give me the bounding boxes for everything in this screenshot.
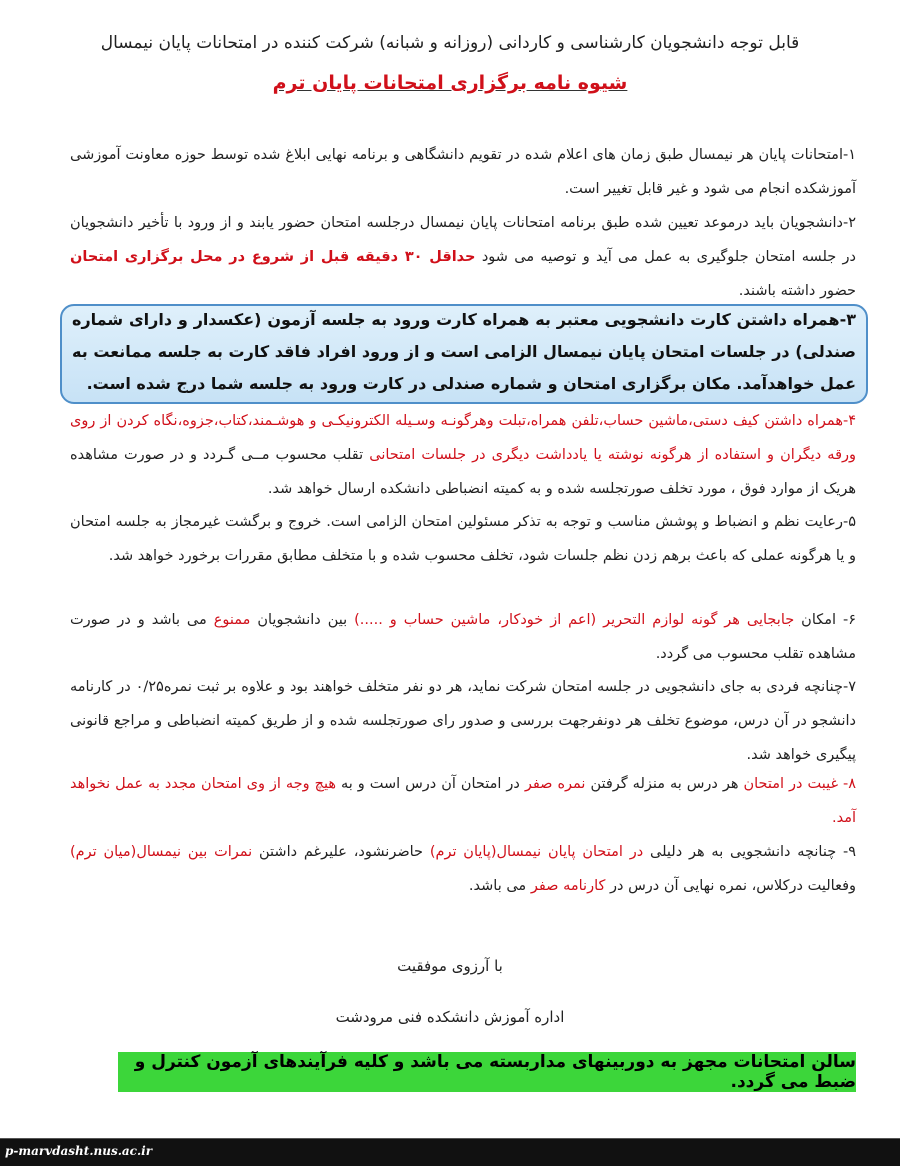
cctv-notice-banner bbox=[118, 1052, 856, 1092]
rule-8-mid: در امتحان آن درس است و به bbox=[340, 776, 520, 792]
rule-8-number: ۸- bbox=[843, 776, 857, 792]
notice-line: قابل توجه دانشجویان کارشناسی و کاردانی (روزانه و شبانه) شرکت کننده در امتحانات پایان نیمسال bbox=[100, 33, 800, 53]
rule-8-zero: نمره صفر bbox=[524, 776, 586, 792]
rule-6 bbox=[70, 603, 856, 671]
cctv-notice-text: سالن امتحانات مجهز به دوربینهای مداربسته می باشد و کلیه فرآیندهای آزمون کنترل و ضبط می گردد. bbox=[134, 1052, 856, 1092]
closing-office: اداره آموزش دانشکده فنی مرودشت bbox=[335, 1008, 565, 1026]
rule-6-start: ۶- امکان bbox=[801, 612, 857, 628]
footer-bar bbox=[0, 1138, 900, 1166]
rule-9 bbox=[70, 835, 856, 903]
rule-6-end: می باشد و در صورت مشاهده تقلب محسوب می گردد. bbox=[70, 612, 856, 662]
footer-url[interactable]: p-marvdasht.nus.ac.ir bbox=[5, 1144, 153, 1158]
rule-2 bbox=[70, 206, 856, 308]
rule-4 bbox=[70, 404, 856, 506]
rule-6-highlight: جابجایی هر گونه لوازم التحریر (اعم از خودکار، ماشین حساب و .....) bbox=[354, 612, 795, 628]
rule-9-final-exam: در امتحان پایان نیمسال(پایان ترم) bbox=[429, 844, 644, 860]
page-title-text: شیوه نامه برگزاری امتحانات پایان ترم bbox=[272, 72, 628, 94]
rule-9-midterm: نمرات بین نیمسال(میان ترم) bbox=[70, 844, 253, 860]
rule-9-text: وفعالیت درکلاس، نمره نهایی آن درس در bbox=[610, 878, 856, 894]
rule-9-zero-transcript: کارنامه صفر bbox=[530, 878, 606, 894]
rule-2-highlight: حداقل ۳۰ دقیقه قبل از شروع در محل برگزاری امتحان bbox=[70, 249, 476, 265]
rule-1: ۱-امتحانات پایان هر نیمسال طبق زمان های اعلام شده در تقویم دانشگاهی و برنامه نهایی ابلاغ شده توسط حوزه معاونت آموزشی آموزشکده انجام می شود و غیر قابل تغییر است. bbox=[70, 147, 856, 197]
rule-2-text: ۲-دانشجویان باید درموعد تعیین شده طبق برنامه امتحانات پایان نیمسال درجلسه امتحان حضور یابند و از ورود با تأخیر دانشجویان در جلسه امتحان جلوگیری به عمل می آید و توصیه می شود bbox=[70, 215, 857, 265]
rule-9-mid: حاضرنشود، علیرغم داشتن bbox=[259, 844, 424, 860]
rule-8-absence: غیبت در امتحان bbox=[743, 776, 839, 792]
rule-9-end: می باشد. bbox=[468, 878, 527, 894]
rule-8-text: هر درس به منزله گرفتن bbox=[590, 776, 739, 792]
closing-wish: با آرزوی موفقیت bbox=[397, 957, 503, 975]
rule-4-highlight: ۴-همراه داشتن کیف دستی،ماشین حساب،تلفن همراه،تبلت وهرگونـه وسـیله الکترونیکـی و هوشـمند،کتاب،جزوه،نگاه کردن از روی ورقه دیگران و استفاده از هرگونه نوشته یا یادداشت دیگری در جلسات امتحانی bbox=[70, 413, 857, 463]
rule-8 bbox=[70, 767, 856, 835]
rule-4-text: تقلب محسوب مــی گـردد و در صورت مشاهده هریک از موارد فوق ، مورد تخلف صورتجلسه شده و به کمیته انضباطی دانشکده ارسال خواهد شد. bbox=[70, 447, 856, 497]
rule-2-end: حضور داشته باشند. bbox=[738, 283, 856, 299]
rule-5: ۵-رعایت نظم و انضباط و پوشش مناسب و توجه به تذکر مسئولین امتحان الزامی است. خروج و برگشت غیرمجاز به جلسه امتحان و یا هرگونه عملی که باعث برهم زدن نظم جلسات شود، تخلف محسوب شده و با متخلف مطابق مقررات برخورد خواهد شد. bbox=[70, 514, 856, 564]
rule-8-no-retake: هیچ وجه از وی امتحان مجدد به عمل نخواهد آمد. bbox=[70, 776, 856, 826]
rule-6-forbidden: ممنوع bbox=[213, 612, 251, 628]
rule-3: ۳-همراه داشتن کارت دانشجویی معتبر به همراه کارت ورود به جلسه آزمون (عکسدار و دارای شماره صندلی) در جلسات امتحان پایان نیمسال الزامی است و از ورود افراد فاقد کارت به جلسه ممانعت به عمل خواهدآمد. مکان برگزاری امتحان و شماره صندلی در کارت ورود به جلسه شما درج شده است. bbox=[72, 310, 856, 393]
page-title bbox=[0, 72, 900, 94]
rule-6-mid: بین دانشجویان bbox=[257, 612, 348, 628]
rule-7: ۷-چنانچه فردی به جای دانشجویی در جلسه امتحان شرکت نماید، هر دو نفر متخلف خواهند بود و علاوه بر ثبت نمره۰/۲۵ در کارنامه دانشجو در آن درس، موضوع تخلف هر دونفرجهت بررسی و صدور رای صورتجلسه شده و از طریق کمیته انضباطی و مراجع قانونی پیگیری خواهد شد. bbox=[70, 679, 857, 763]
rule-9-start: ۹- چنانچه دانشجویی به هر دلیلی bbox=[650, 844, 857, 860]
